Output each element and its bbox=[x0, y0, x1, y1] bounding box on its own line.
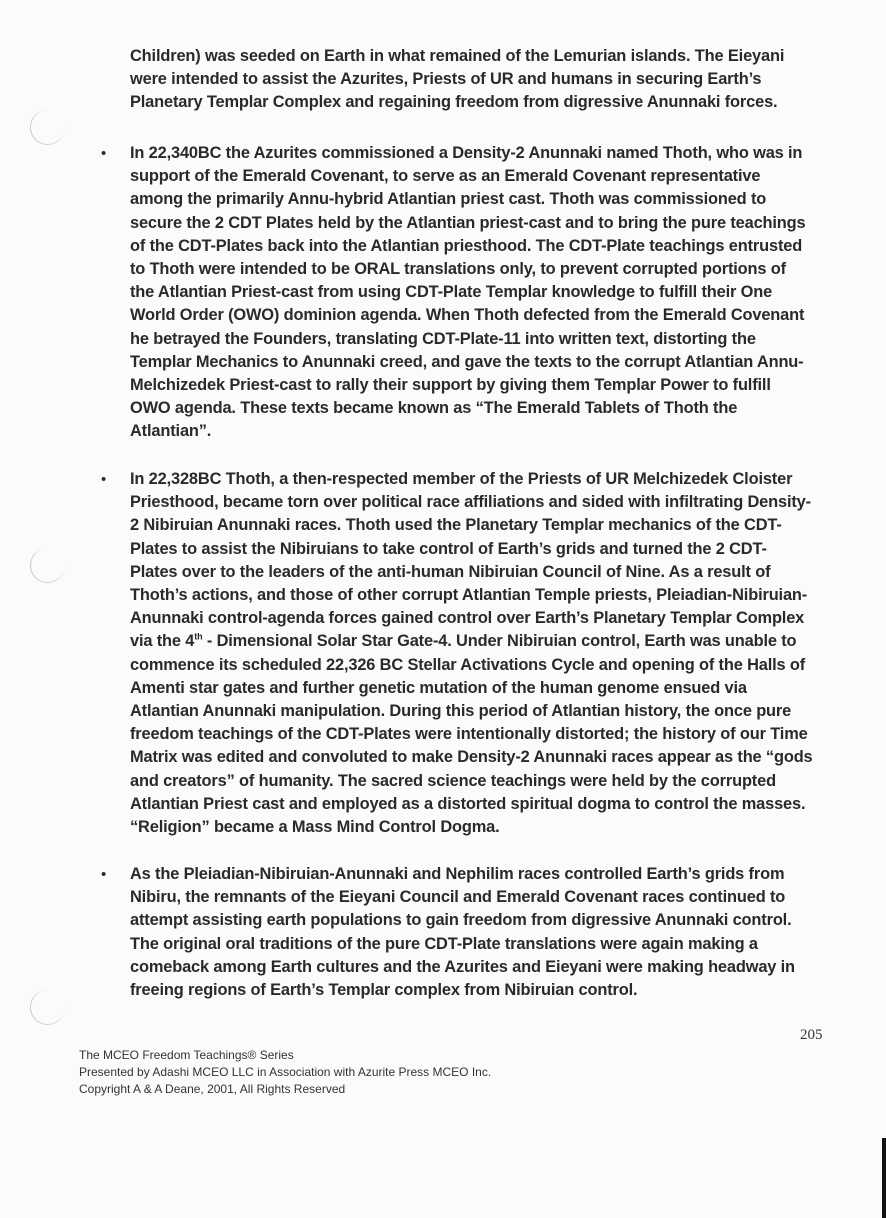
text-line: comeback among Earth cultures and the Azurites and Eieyani were making headway in bbox=[130, 957, 795, 976]
text-line: freedom teachings of the CDT-Plates were intentionally distorted; the history of our Time bbox=[130, 725, 808, 744]
text-line: to Thoth were intended to be ORAL translations only, to prevent corrupted portions of bbox=[130, 260, 786, 279]
text-line: Atlantian Anunnaki manipulation. During this period of Atlantian history, the once pure bbox=[130, 702, 792, 721]
text-line: freeing regions of Earth’s Templar complex from Nibiruian control. bbox=[130, 981, 638, 1000]
text-line: “Religion” became a Mass Mind Control Dogma. bbox=[130, 818, 500, 837]
text-line: Plates over to the leaders of the anti-human Nibiruian Council of Nine. As a result of bbox=[130, 562, 771, 581]
text-line: secure the 2 CDT Plates held by the Atlantian priest-cast and to bring the pure teachings bbox=[130, 213, 806, 232]
text-line: Atlantian”. bbox=[130, 422, 212, 441]
bullet-paragraph-thoth-defection bbox=[130, 468, 836, 839]
text-line: Templar Mechanics to Anunnaki creed, and gave the texts to the corrupt Atlantian Annu- bbox=[130, 352, 804, 371]
scan-edge-mark bbox=[882, 1138, 886, 1218]
text-line: As the Pleiadian-Nibiruian-Anunnaki and Nephilim races controlled Earth’s grids from bbox=[130, 865, 785, 883]
hole-punch-mark bbox=[30, 548, 65, 583]
text-line: the Atlantian Priest-cast from using CDT-Plate Templar knowledge to fulfill their One bbox=[130, 283, 773, 302]
text-line: World Order (OWO) dominion agenda. When Thoth defected from the Emerald Covenant bbox=[130, 306, 805, 325]
text-line: Nibiru, the remnants of the Eieyani Council and Emerald Covenant races continued to bbox=[130, 888, 786, 907]
text-line: In 22,328BC Thoth, a then-respected member of the Priests of UR Melchizedek Cloister bbox=[130, 470, 793, 488]
hole-punch-mark bbox=[30, 110, 65, 145]
text-line bbox=[130, 630, 836, 653]
footer-series: The MCEO Freedom Teachings® Series bbox=[79, 1048, 294, 1062]
text-line: Atlantian Priest cast and employed as a distorted spiritual dogma to control the masses. bbox=[130, 794, 806, 813]
superscript: th bbox=[194, 631, 203, 642]
bullet-icon: • bbox=[101, 145, 107, 162]
text-fragment: via the 4 bbox=[130, 632, 195, 651]
intro-paragraph bbox=[130, 45, 836, 115]
bullet-paragraph-eieyani-council bbox=[130, 863, 836, 1002]
bullet-icon: • bbox=[101, 471, 107, 488]
text-line: OWO agenda. These texts became known as “The Emerald Tablets of Thoth the bbox=[130, 399, 738, 418]
text-line: Anunnaki control-agenda forces gained control over Earth’s Planetary Templar Complex bbox=[130, 609, 805, 628]
page-number: 205 bbox=[800, 1027, 823, 1043]
bullet-icon: • bbox=[101, 866, 107, 883]
text-line: Amenti star gates and further genetic mutation of the human genome ensued via bbox=[130, 678, 747, 697]
hole-punch-mark bbox=[30, 990, 65, 1025]
text-line: Thoth’s actions, and those of other corrupt Atlantian Temple priests, Pleiadian-Nibiruian- bbox=[130, 586, 808, 605]
text-line: Children) was seeded on Earth in what remained of the Lemurian islands. The Eieyani bbox=[130, 47, 785, 65]
text-line: among the primarily Annu-hybrid Atlantian priest cast. Thoth was commissioned to bbox=[130, 190, 767, 209]
text-line: Plates to assist the Nibiruians to take control of Earth’s grids and turned the 2 CDT- bbox=[130, 539, 767, 558]
text-fragment: - Dimensional Solar Star Gate-4. Under Nibiruian control, Earth was unable to bbox=[202, 632, 797, 651]
text-line: Planetary Templar Complex and regaining freedom from digressive Anunnaki forces. bbox=[130, 93, 778, 112]
text-line: commence its scheduled 22,326 BC Stellar Activations Cycle and opening of the Halls of bbox=[130, 655, 806, 674]
text-line: Melchizedek Priest-cast to rally their support by giving them Templar Power to fulfill bbox=[130, 376, 771, 395]
text-line: The original oral traditions of the pure CDT-Plate translations were again making a bbox=[130, 934, 758, 953]
text-line: 2 Nibiruian Anunnaki races. Thoth used the Planetary Templar mechanics of the CDT- bbox=[130, 516, 782, 535]
text-line: Matrix was edited and convoluted to make Density-2 Anunnaki races appear as the “gods bbox=[130, 748, 813, 767]
text-line: of the CDT-Plates back into the Atlantian priesthood. The CDT-Plate teachings entrusted bbox=[130, 236, 803, 255]
text-line: and creators” of humanity. The sacred science teachings were held by the corrupted bbox=[130, 771, 776, 790]
footer-copyright: Copyright A & A Deane, 2001, All Rights Reserved bbox=[79, 1082, 346, 1096]
text-line: Priesthood, became torn over political race affiliations and sided with infiltrating Density- bbox=[130, 493, 811, 512]
text-line: support of the Emerald Covenant, to serve as an Emerald Covenant representative bbox=[130, 167, 761, 186]
text-line: In 22,340BC the Azurites commissioned a Density-2 Anunnaki named Thoth, who was in bbox=[130, 144, 803, 162]
footer bbox=[79, 1047, 491, 1098]
bullet-paragraph-thoth-commission bbox=[130, 142, 836, 444]
footer-presented-by: Presented by Adashi MCEO LLC in Association with Azurite Press MCEO Inc. bbox=[79, 1065, 492, 1079]
text-line: he betrayed the Founders, translating CDT-Plate-11 into written text, distorting the bbox=[130, 329, 756, 348]
text-line: were intended to assist the Azurites, Priests of UR and humans in securing Earth’s bbox=[130, 70, 762, 89]
text-line: attempt assisting earth populations to gain freedom from digressive Anunnaki control. bbox=[130, 911, 792, 930]
